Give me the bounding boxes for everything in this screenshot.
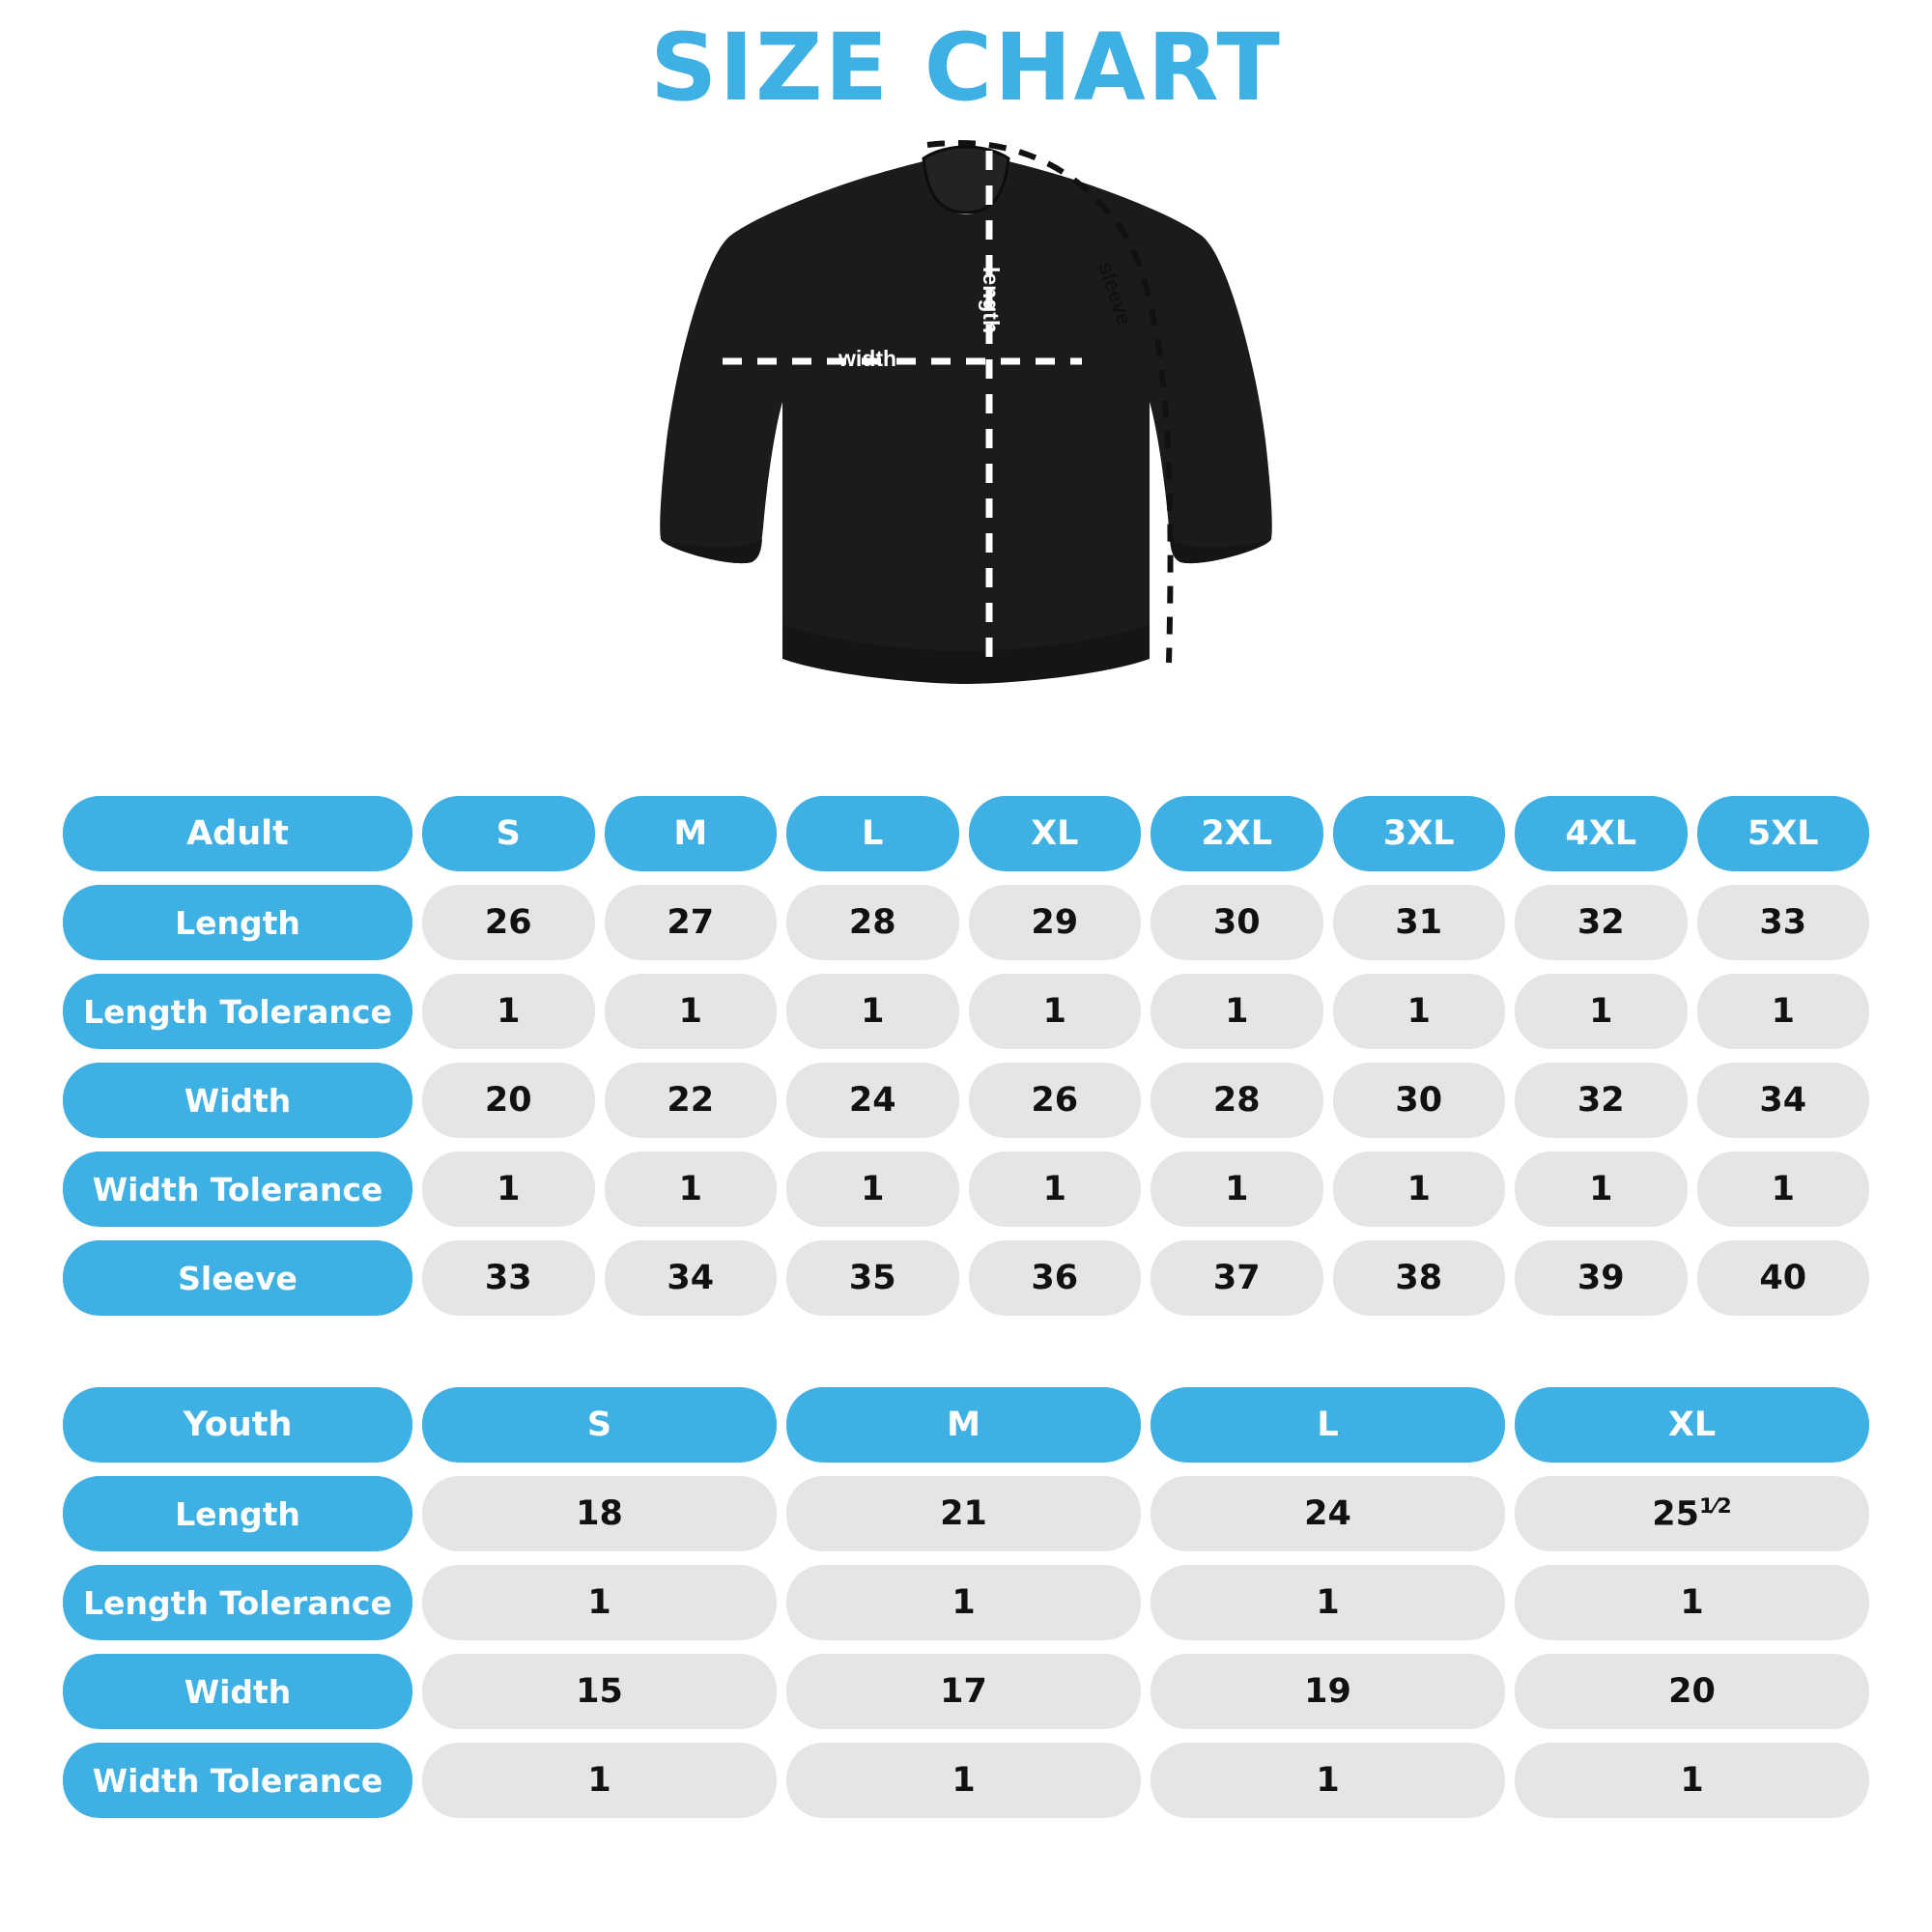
- youth-value-cell: 1: [422, 1743, 777, 1818]
- adult-size-header: 2XL: [1151, 796, 1323, 871]
- youth-row-label: Width: [63, 1654, 412, 1729]
- youth-row-label: Length Tolerance: [63, 1565, 412, 1640]
- adult-size-header: M: [605, 796, 778, 871]
- adult-row-label: Length Tolerance: [63, 974, 412, 1049]
- length-label: length: [979, 267, 1004, 333]
- adult-value-cell: 1: [1151, 974, 1323, 1049]
- adult-value-cell: 1: [1697, 974, 1870, 1049]
- adult-value-cell: 24: [786, 1063, 959, 1138]
- table-row: [63, 974, 1869, 1049]
- youth-value-cell: 1: [422, 1565, 777, 1640]
- adult-value-cell: 26: [422, 885, 595, 960]
- adult-value-cell: 28: [786, 885, 959, 960]
- adult-value-cell: 1: [1151, 1151, 1323, 1227]
- youth-size-header: XL: [1515, 1387, 1869, 1463]
- adult-value-cell: 30: [1151, 885, 1323, 960]
- adult-value-cell: 1: [605, 1151, 778, 1227]
- adult-value-cell: 1: [422, 974, 595, 1049]
- youth-value-cell: 1: [786, 1565, 1141, 1640]
- adult-size-header: S: [422, 796, 595, 871]
- adult-value-cell: 20: [422, 1063, 595, 1138]
- table-row: [63, 1565, 1869, 1640]
- adult-value-cell: 36: [969, 1240, 1142, 1316]
- youth-header-row: [63, 1387, 1869, 1463]
- adult-value-cell: 31: [1333, 885, 1506, 960]
- adult-value-cell: 34: [605, 1240, 778, 1316]
- adult-row-label: Width: [63, 1063, 412, 1138]
- adult-value-cell: 1: [422, 1151, 595, 1227]
- table-row: [63, 1240, 1869, 1316]
- adult-value-cell: 1: [786, 1151, 959, 1227]
- adult-value-cell: 1: [969, 974, 1142, 1049]
- adult-size-table: [53, 782, 1879, 1329]
- youth-value-cell: 1: [1515, 1743, 1869, 1818]
- adult-size-header: XL: [969, 796, 1142, 871]
- adult-row-label: Width Tolerance: [63, 1151, 412, 1227]
- adult-size-header: L: [786, 796, 959, 871]
- adult-value-cell: 32: [1515, 885, 1688, 960]
- youth-value-cell: 1: [1515, 1565, 1869, 1640]
- youth-value-cell: 15: [422, 1654, 777, 1729]
- adult-size-header: 3XL: [1333, 796, 1506, 871]
- adult-value-cell: 26: [969, 1063, 1142, 1138]
- youth-value-cell: 1: [786, 1743, 1141, 1818]
- adult-value-cell: 1: [1333, 1151, 1506, 1227]
- adult-value-cell: 29: [969, 885, 1142, 960]
- adult-value-cell: 33: [1697, 885, 1870, 960]
- youth-value-cell: 20: [1515, 1654, 1869, 1729]
- table-row: [63, 1063, 1869, 1138]
- table-row: [63, 1743, 1869, 1818]
- width-label: width: [838, 346, 897, 371]
- adult-value-cell: 39: [1515, 1240, 1688, 1316]
- table-row: [63, 885, 1869, 960]
- adult-value-cell: 37: [1151, 1240, 1323, 1316]
- adult-value-cell: 1: [1515, 974, 1688, 1049]
- table-row: [63, 1476, 1869, 1551]
- page-title: SIZE CHART: [650, 14, 1282, 122]
- youth-value-cell: 17: [786, 1654, 1141, 1729]
- table-row: [63, 1151, 1869, 1227]
- adult-value-cell: 1: [1697, 1151, 1870, 1227]
- youth-size-header: M: [786, 1387, 1141, 1463]
- table-row: [63, 1654, 1869, 1729]
- adult-value-cell: 1: [1333, 974, 1506, 1049]
- youth-size-header: S: [422, 1387, 777, 1463]
- adult-value-cell: 1: [605, 974, 778, 1049]
- youth-title: Youth: [63, 1387, 412, 1463]
- youth-size-header: L: [1151, 1387, 1505, 1463]
- adult-row-label: Length: [63, 885, 412, 960]
- adult-value-cell: 28: [1151, 1063, 1323, 1138]
- adult-value-cell: 33: [422, 1240, 595, 1316]
- youth-size-table: [53, 1374, 1879, 1832]
- adult-value-cell: 22: [605, 1063, 778, 1138]
- adult-value-cell: 32: [1515, 1063, 1688, 1138]
- youth-value-cell: 1: [1151, 1565, 1505, 1640]
- youth-value-cell: 21: [786, 1476, 1141, 1551]
- adult-size-header: 5XL: [1697, 796, 1870, 871]
- youth-value-cell: 19: [1151, 1654, 1505, 1729]
- sleeve-label: sleeve: [1094, 259, 1137, 328]
- youth-value-cell: $25^{1⁄2}$: [1515, 1476, 1869, 1551]
- adult-row-label: Sleeve: [63, 1240, 412, 1316]
- adult-value-cell: 1: [969, 1151, 1142, 1227]
- youth-value-cell: 1: [1151, 1743, 1505, 1818]
- adult-value-cell: 1: [1515, 1151, 1688, 1227]
- adult-value-cell: 38: [1333, 1240, 1506, 1316]
- garment-illustration: [53, 122, 1879, 779]
- adult-value-cell: 40: [1697, 1240, 1870, 1316]
- adult-header-row: [63, 796, 1869, 871]
- adult-value-cell: 34: [1697, 1063, 1870, 1138]
- sweatshirt-graphic: [638, 122, 1294, 779]
- adult-value-cell: 1: [786, 974, 959, 1049]
- youth-value-cell: 18: [422, 1476, 777, 1551]
- adult-value-cell: 30: [1333, 1063, 1506, 1138]
- youth-row-label: Length: [63, 1476, 412, 1551]
- youth-value-cell: 24: [1151, 1476, 1505, 1551]
- adult-value-cell: 27: [605, 885, 778, 960]
- youth-row-label: Width Tolerance: [63, 1743, 412, 1818]
- adult-title: Adult: [63, 796, 412, 871]
- adult-size-header: 4XL: [1515, 796, 1688, 871]
- adult-value-cell: 35: [786, 1240, 959, 1316]
